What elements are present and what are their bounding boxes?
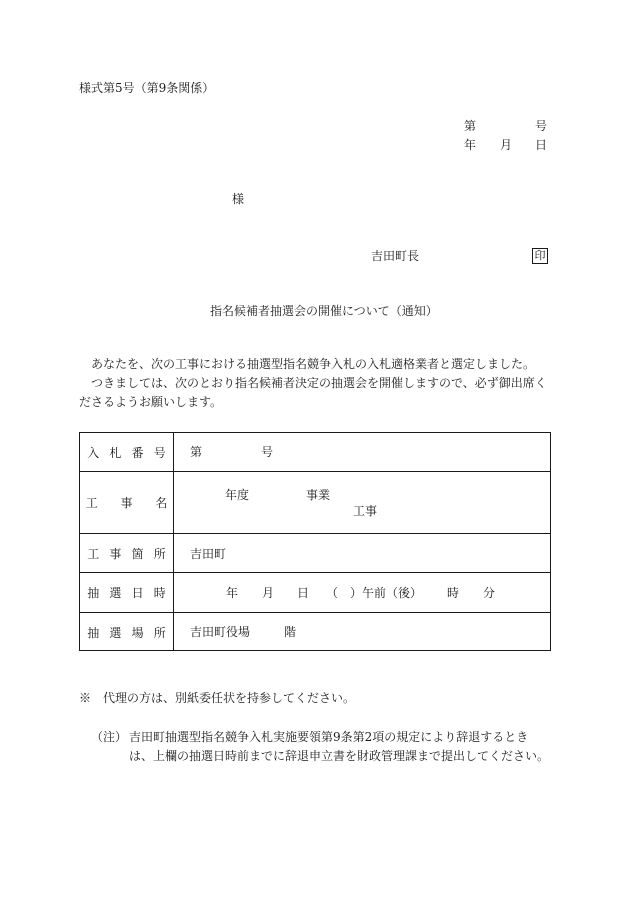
- lottery-minute-label: 分: [483, 586, 496, 600]
- lottery-ampm: （ ）午前（後）: [326, 586, 423, 600]
- lottery-floor-label: 階: [284, 625, 297, 639]
- caution-text: 吉田町抽選型指名競争入札実施要領第9条第2項の規定により辞退するときは、上欄の抽選日時前までに辞退申立書を財政管理課まで提出してください。: [129, 730, 550, 763]
- addressee-honorific: 様: [232, 192, 245, 206]
- proxy-note: ※ 代理の方は、別紙委任状を持参してください。: [79, 691, 356, 705]
- table-row-construction-name: [80, 472, 550, 534]
- label-construction-name: 工事名: [85, 496, 191, 510]
- bid-number-suffix: 号: [261, 445, 274, 459]
- sender-title: 吉田町長: [371, 249, 420, 263]
- date-year-label: 年: [464, 138, 477, 152]
- construction-project: 事業: [306, 488, 331, 502]
- lottery-day-label: 日: [297, 586, 310, 600]
- document-title: 指名候補者抽選会の開催について（通知）: [210, 304, 438, 318]
- lottery-location-value: 吉田町役場: [190, 625, 251, 639]
- lottery-year-label: 年: [226, 586, 239, 600]
- table-row-bid-number: [80, 433, 550, 472]
- construction-work: 工事: [353, 504, 378, 518]
- label-bid-number: 入札番号: [87, 445, 176, 460]
- table-row-lottery-datetime: [80, 573, 550, 613]
- document-number-suffix: 号: [535, 119, 548, 133]
- body-paragraph-2: つきましては、次のとおり指名候補者決定の抽選会を開催しますので、必ず御出席くださるようお願いします。: [79, 376, 547, 409]
- construction-fiscal-year: 年度: [225, 488, 250, 502]
- table-row-lottery-location: [80, 613, 550, 651]
- date-month-label: 月: [500, 138, 513, 152]
- details-table: [79, 432, 551, 651]
- table-row-construction-site: [80, 534, 550, 573]
- seal-stamp: 印: [532, 248, 548, 264]
- bid-number-prefix: 第: [190, 445, 203, 459]
- lottery-hour-label: 時: [447, 586, 460, 600]
- label-construction-site: 工事箇所: [87, 546, 176, 561]
- construction-site-value: 吉田町: [190, 547, 227, 561]
- body-paragraph-1: あなたを、次の工事における抽選型指名競争入札の入札適格業者と選定しました。: [91, 357, 536, 371]
- label-lottery-location: 抽選場所: [87, 625, 176, 640]
- form-number: 様式第5号（第9条関係）: [79, 81, 215, 95]
- label-lottery-datetime: 抽選日時: [87, 586, 176, 600]
- document-number-prefix: 第: [464, 119, 477, 133]
- lottery-month-label: 月: [262, 586, 275, 600]
- date-day-label: 日: [535, 138, 548, 152]
- caution-tag: （注）: [91, 730, 128, 744]
